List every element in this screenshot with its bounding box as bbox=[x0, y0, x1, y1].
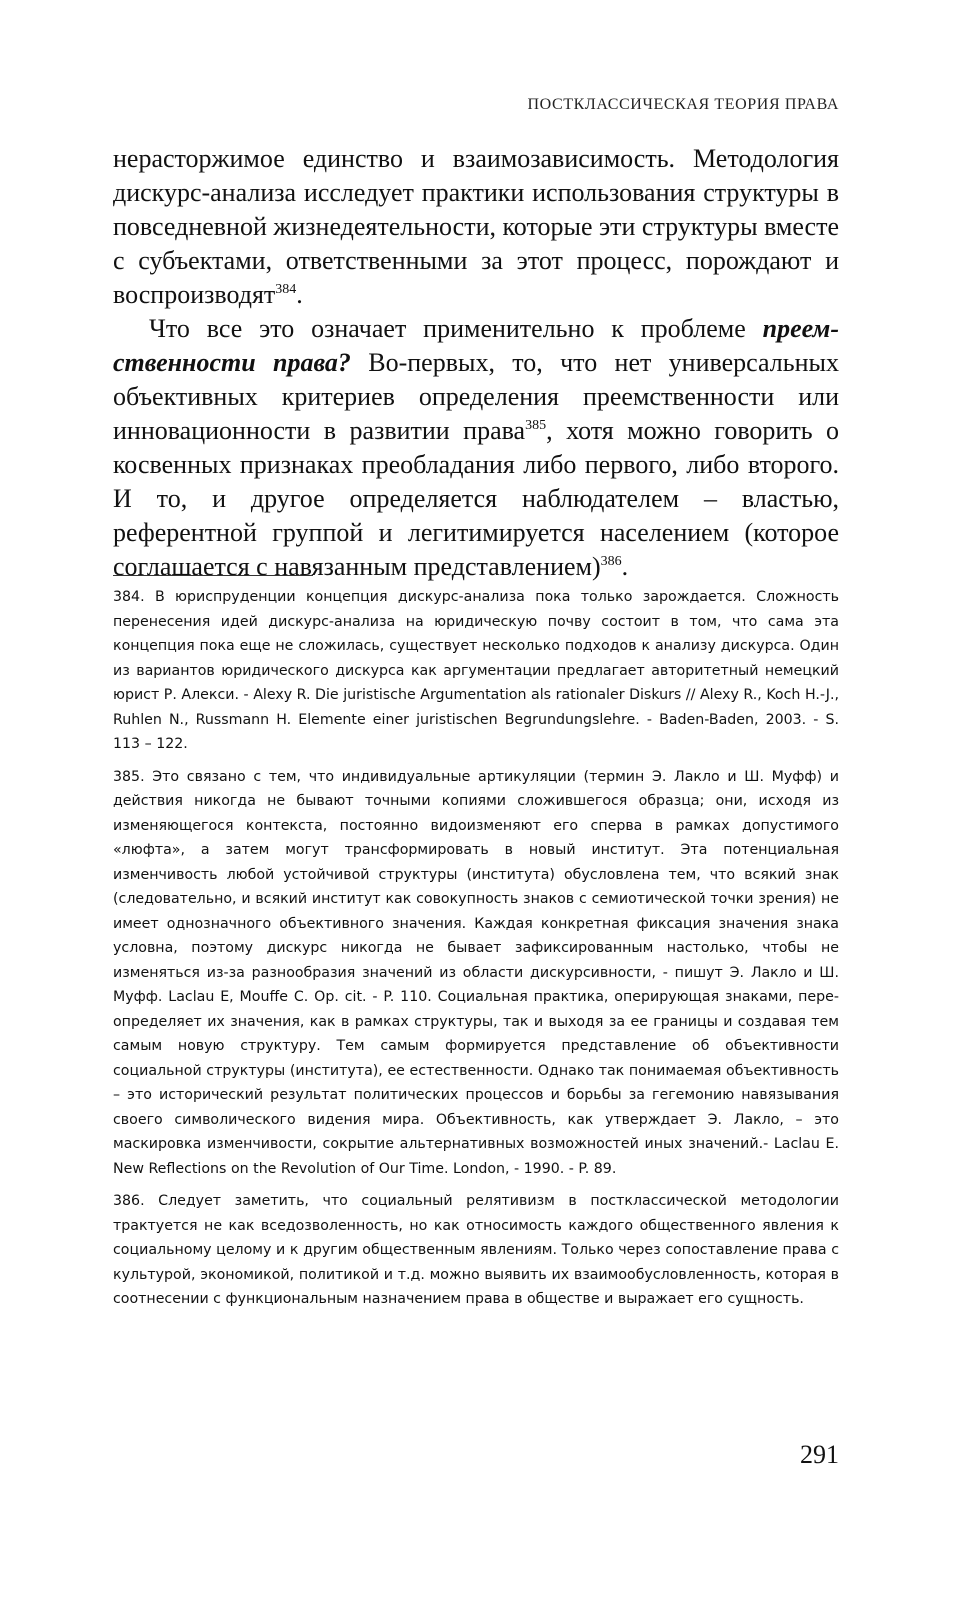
paragraph-1-text: нерасторжимое единство и взаимозависимость. Методология дискурс-анализа исследует практики использования структуры в повседневной жизнедеятельности, которые эти структуры вместе с субъектами, ответственными за этот процесс, порождают и воспроизводят bbox=[113, 144, 839, 309]
paragraph-2-part-a: Во-первых, то, что нет универсальных объективных критериев определения преемственности или инновационности в развитии права bbox=[113, 348, 840, 445]
footnote-ref-384[interactable]: 384 bbox=[275, 282, 297, 297]
footnote-385: 385. Это связано с тем, что индивидуальные артикуляции (термин Э. Лакло и Ш. Муфф) и действия никогда не бывают точными копиями сложившегося образца; они, исходя из изменяющегося контекста, постоянно видоизменяют его сперва в рамках допустимого «люфта», а затем могут трансформировать в новый институт. Эта потенциальная изменчивость любой устойчивой структуры (института) обусловлена тем, что всякий знак (следовательно, и всякий институт как совокупность знаков с семиотической точки зрения) не имеет однозначного объективного значения. Каждая конкретная фиксация значения знака условна, поэтому дискурс никогда не бывает зафиксированным настолько, чтобы не изменяться из-за разнообразия значений из области дискурсивности, - пишут Э. Лакло и Ш. Муфф. Laclau E, Mouffe C. Op. cit. - P. 110. Социальная практика, оперирующая знаками, переопределяет их значения, как в рамках структуры, так и выходя за ее границы и создавая тем самым новую структуру. Тем самым формируется представление об объективности социальной структуры (института), ее естественности. Однако так понимаемая объективность – это исторический результат политических процессов и борьбы за гегемонию навязывания своего символического видения мира. Объективность, как утверждает Э. Лакло, – это маскировка изменчивости, сокрытие альтернативных возможностей иных значений.- Laclau E. New Reflections on the Revolution of Our Time. London, - 1990. - P. 89. bbox=[113, 768, 839, 1177]
footnote-384: 384. В юриспруденции концепция дискурс-анализа пока только зарождается. Сложность перенесения идей дискурс-анализа на юридическую почву состоит в том, что сама эта концепция пока еще не сложилась, существует несколько подходов к анализу дискурса. Один из вариантов юридического дискурса как аргументации предлагает авторитетный немецкий юрист Р. Алекси. - Alexy R. Die juristische Argumentation als rationaler Diskurs // Alexy R., Koch H.-J., Ruhlen N., Russmann H. Elemente einer juristischen Begrundungslehre. - Baden-Baden, 2003. - S. 113 – 122. bbox=[113, 589, 839, 752]
paragraph-2-part-b: , хотя можно говорить о косвенных признаках преобладания либо первого, либо второго. И то, и другое определяется наблюдателем – властью, референтной группой и легитимируется населением (которое соглашается с навязанным представлением) bbox=[113, 416, 840, 581]
paragraph-2 bbox=[113, 312, 839, 584]
footnote-ref-386[interactable]: 386 bbox=[600, 554, 622, 569]
footnote-divider bbox=[113, 575, 313, 576]
main-text bbox=[113, 142, 839, 584]
paragraph-2-lead: Что все это означает применительно к проблеме bbox=[149, 314, 763, 343]
paragraph-1 bbox=[113, 142, 839, 312]
footnote-386: 386. Следует заметить, что социальный релятивизм в постклассической методологии трактуется не как вседозволенность, но как относимость каждого общественного явления к социальному целому и к другим общественным явлениям. Только через сопоставление права с культурой, экономикой, политикой и т.д. можно выявить их взаимообусловленность, которая в соотнесении с функциональным назначением права в обществе и выражает его сущность. bbox=[113, 1193, 839, 1307]
footnotes bbox=[113, 585, 839, 1320]
emphasized-term: преемственности права? bbox=[113, 314, 839, 377]
paragraph-2-end: . bbox=[621, 552, 629, 581]
page-number: 291 bbox=[800, 1440, 839, 1469]
running-title: ПОСТКЛАССИЧЕСКАЯ ТЕОРИЯ ПРАВА bbox=[527, 96, 839, 113]
footnote-ref-385[interactable]: 385 bbox=[525, 418, 547, 433]
paragraph-1-end: . bbox=[296, 280, 303, 309]
